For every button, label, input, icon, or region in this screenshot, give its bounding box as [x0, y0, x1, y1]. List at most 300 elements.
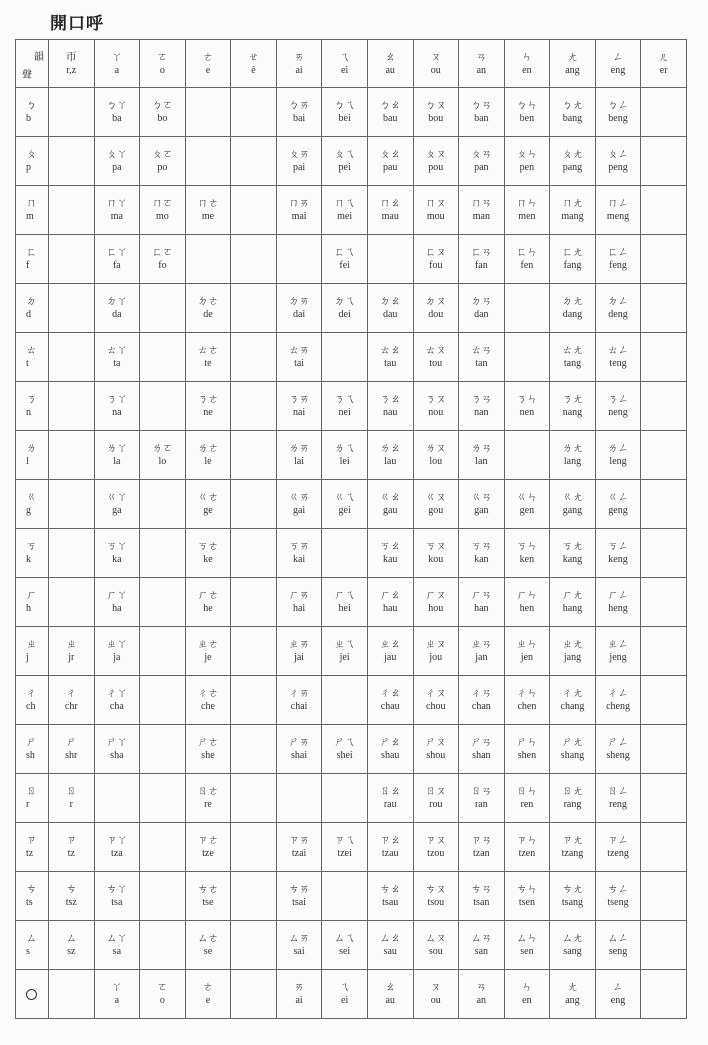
- syllable-romanization: sz: [67, 946, 76, 958]
- syllable-bopomofo: ㄈㄣ: [516, 246, 538, 259]
- syllable-cell: [504, 970, 550, 1019]
- syllable-romanization: gai: [292, 505, 306, 517]
- initial-romanization: sh: [26, 750, 35, 762]
- syllable-bopomofo: ㄅㄢ: [470, 99, 492, 112]
- syllable-cell: [276, 431, 322, 480]
- syllable-cell: [94, 137, 140, 186]
- syllable-romanization: me: [201, 211, 215, 223]
- syllable-romanization: tang: [563, 358, 582, 370]
- syllable-bopomofo: ㄏㄟ: [334, 589, 356, 602]
- syllable-cell: [276, 529, 322, 578]
- column-romanization: an: [476, 64, 487, 76]
- table-row: [16, 676, 687, 725]
- syllable-romanization: ke: [203, 554, 213, 566]
- syllable-cell: [140, 333, 186, 382]
- syllable-romanization: dei: [338, 309, 351, 321]
- initial-bopomofo: ㄖ: [26, 785, 37, 798]
- syllable-cell: [94, 284, 140, 333]
- column-romanization: r,z: [66, 64, 77, 76]
- syllable-romanization: ka: [112, 554, 122, 566]
- syllable-bopomofo: ㄉㄤ: [561, 295, 583, 308]
- syllable-bopomofo: ㄆㄥ: [607, 148, 629, 161]
- syllable-bopomofo: ㄅㄣ: [516, 99, 538, 112]
- syllable-cell: [595, 921, 641, 970]
- table-body: [16, 88, 687, 1019]
- initials-finals-table: [15, 39, 687, 1019]
- column-bopomofo: ㄤ: [567, 50, 578, 63]
- syllable-romanization: jai: [294, 652, 305, 664]
- syllable-romanization: tza: [111, 848, 123, 860]
- initial-bopomofo: ㄙ: [26, 932, 37, 945]
- syllable-bopomofo: ㄏㄜ: [197, 589, 219, 602]
- syllable-romanization: shang: [560, 750, 585, 762]
- syllable-cell: [367, 578, 413, 627]
- syllable-cell: [276, 382, 322, 431]
- syllable-bopomofo: ㄋㄞ: [288, 393, 310, 406]
- syllable-bopomofo: ㄆㄚ: [106, 148, 128, 161]
- syllable-romanization: tseng: [607, 897, 629, 909]
- initial-romanization: r: [26, 799, 30, 811]
- syllable-cell: [504, 137, 550, 186]
- syllable-romanization: kau: [382, 554, 398, 566]
- syllable-bopomofo: ㄉㄟ: [334, 295, 356, 308]
- syllable-cell: [140, 774, 186, 823]
- syllable-cell: [641, 676, 687, 725]
- column-header: [550, 40, 596, 88]
- syllable-cell: [276, 578, 322, 627]
- syllable-romanization: tz: [67, 848, 75, 860]
- syllable-cell: [94, 676, 140, 725]
- syllable-cell: [641, 921, 687, 970]
- syllable-cell: [231, 382, 277, 431]
- syllable-romanization: tan: [475, 358, 488, 370]
- syllable-bopomofo: ㄋㄤ: [561, 393, 583, 406]
- syllable-cell: [504, 235, 550, 284]
- row-header: [16, 137, 49, 186]
- syllable-bopomofo: ㄔㄠ: [379, 687, 401, 700]
- syllable-cell: [231, 725, 277, 774]
- syllable-romanization: jei: [339, 652, 350, 664]
- syllable-cell: [413, 921, 459, 970]
- syllable-romanization: en: [522, 995, 532, 1007]
- syllable-cell: [504, 529, 550, 578]
- syllable-romanization: meng: [606, 211, 630, 223]
- initial-bopomofo: ㄌ: [26, 442, 37, 455]
- row-header: [16, 970, 49, 1019]
- initial-bopomofo: ㄆ: [26, 148, 37, 161]
- column-romanization: ê: [251, 64, 256, 76]
- syllable-cell: [322, 676, 368, 725]
- syllable-bopomofo: ㄛ: [157, 981, 168, 994]
- syllable-cell: [276, 333, 322, 382]
- syllable-romanization: lau: [384, 456, 397, 468]
- syllable-romanization: ha: [112, 603, 122, 615]
- syllable-romanization: pen: [519, 162, 535, 174]
- syllable-cell: [231, 137, 277, 186]
- syllable-romanization: lei: [339, 456, 350, 468]
- column-header: [49, 40, 95, 88]
- syllable-bopomofo: ㄓㄚ: [106, 638, 128, 651]
- syllable-cell: [550, 725, 596, 774]
- syllable-cell: [322, 480, 368, 529]
- syllable-bopomofo: ㄊㄤ: [561, 344, 583, 357]
- syllable-cell: [322, 284, 368, 333]
- syllable-cell: [276, 186, 322, 235]
- syllable-cell: [231, 921, 277, 970]
- syllable-bopomofo: ㄉㄡ: [425, 295, 447, 308]
- syllable-bopomofo: ㄍㄡ: [425, 491, 447, 504]
- syllable-cell: [641, 137, 687, 186]
- syllable-bopomofo: ㄓ: [66, 638, 77, 651]
- syllable-cell: [367, 480, 413, 529]
- syllable-bopomofo: ㄕㄟ: [334, 736, 356, 749]
- syllable-cell: [322, 970, 368, 1019]
- syllable-cell: [504, 774, 550, 823]
- initial-romanization: b: [26, 113, 31, 125]
- syllable-bopomofo: ㄆㄟ: [334, 148, 356, 161]
- syllable-bopomofo: ㄈㄡ: [425, 246, 447, 259]
- syllable-bopomofo: ㄌㄟ: [334, 442, 356, 455]
- syllable-cell: [595, 382, 641, 431]
- syllable-bopomofo: ㄋㄠ: [379, 393, 401, 406]
- syllable-cell: [322, 725, 368, 774]
- syllable-cell: [140, 284, 186, 333]
- syllable-romanization: sang: [563, 946, 582, 958]
- syllable-cell: [504, 382, 550, 431]
- syllable-romanization: le: [204, 456, 212, 468]
- syllable-bopomofo: ㄔㄚ: [106, 687, 128, 700]
- syllable-bopomofo: ㄈㄟ: [334, 246, 356, 259]
- syllable-romanization: mo: [156, 211, 169, 223]
- row-header: [16, 480, 49, 529]
- syllable-romanization: tzai: [291, 848, 307, 860]
- syllable-romanization: gan: [474, 505, 489, 517]
- syllable-romanization: beng: [608, 113, 628, 125]
- syllable-bopomofo: ㄗㄥ: [607, 834, 629, 847]
- syllable-bopomofo: ㄓㄜ: [197, 638, 219, 651]
- syllable-cell: [459, 970, 505, 1019]
- syllable-romanization: nang: [562, 407, 583, 419]
- syllable-bopomofo: ㄎㄥ: [607, 540, 629, 553]
- syllable-bopomofo: ㄕ: [66, 736, 77, 749]
- column-header: [185, 40, 231, 88]
- syllable-romanization: kang: [562, 554, 583, 566]
- syllable-romanization: tzeng: [607, 848, 629, 860]
- syllable-cell: [322, 333, 368, 382]
- syllable-bopomofo: ㄋㄣ: [516, 393, 538, 406]
- syllable-romanization: re: [204, 799, 212, 811]
- syllable-cell: [367, 235, 413, 284]
- syllable-romanization: ran: [474, 799, 488, 811]
- column-header: [367, 40, 413, 88]
- column-romanization: er: [659, 64, 668, 76]
- syllable-romanization: tsa: [111, 897, 123, 909]
- syllable-romanization: o: [159, 995, 165, 1007]
- syllable-cell: [49, 186, 95, 235]
- syllable-cell: [550, 578, 596, 627]
- syllable-romanization: tai: [294, 358, 305, 370]
- syllable-bopomofo: ㄏㄡ: [425, 589, 447, 602]
- syllable-bopomofo: ㄕㄤ: [561, 736, 583, 749]
- syllable-bopomofo: ㄗㄟ: [334, 834, 356, 847]
- syllable-bopomofo: ㄍㄟ: [334, 491, 356, 504]
- syllable-romanization: hau: [382, 603, 398, 615]
- syllable-romanization: ei: [341, 995, 349, 1007]
- syllable-cell: [185, 921, 231, 970]
- syllable-cell: [49, 235, 95, 284]
- syllable-bopomofo: ㄙㄠ: [379, 932, 401, 945]
- syllable-bopomofo: ㄏㄣ: [516, 589, 538, 602]
- syllable-romanization: tsz: [65, 897, 77, 909]
- syllable-cell: [641, 529, 687, 578]
- syllable-romanization: dan: [474, 309, 489, 321]
- syllable-cell: [504, 480, 550, 529]
- syllable-romanization: tsou: [427, 897, 445, 909]
- syllable-cell: [367, 676, 413, 725]
- syllable-romanization: tse: [202, 897, 214, 909]
- syllable-bopomofo: ㄌㄞ: [288, 442, 310, 455]
- syllable-cell: [322, 382, 368, 431]
- syllable-bopomofo: ㄖㄤ: [561, 785, 583, 798]
- syllable-cell: [140, 627, 186, 676]
- syllable-cell: [276, 872, 322, 921]
- syllable-bopomofo: ㄅㄡ: [425, 99, 447, 112]
- initial-bopomofo: ㄕ: [26, 736, 37, 749]
- syllable-cell: [550, 823, 596, 872]
- syllable-cell: [231, 823, 277, 872]
- initial-bopomofo: ㄊ: [26, 344, 37, 357]
- syllable-cell: [94, 823, 140, 872]
- syllable-cell: [322, 88, 368, 137]
- syllable-romanization: jan: [475, 652, 488, 664]
- syllable-romanization: hang: [562, 603, 583, 615]
- row-header: [16, 774, 49, 823]
- syllable-romanization: tau: [384, 358, 397, 370]
- syllable-romanization: shan: [472, 750, 491, 762]
- table-row: [16, 431, 687, 480]
- column-romanization: ai: [295, 64, 303, 76]
- row-header: [16, 284, 49, 333]
- corner-label-finals: 韻: [34, 52, 44, 63]
- syllable-romanization: nau: [382, 407, 398, 419]
- syllable-cell: [504, 333, 550, 382]
- syllable-romanization: nai: [292, 407, 306, 419]
- syllable-cell: [504, 627, 550, 676]
- syllable-cell: [322, 235, 368, 284]
- syllable-cell: [413, 676, 459, 725]
- syllable-cell: [185, 480, 231, 529]
- syllable-bopomofo: ㄅㄥ: [607, 99, 629, 112]
- syllable-romanization: gei: [338, 505, 351, 517]
- syllable-bopomofo: ㄊㄞ: [288, 344, 310, 357]
- syllable-cell: [367, 872, 413, 921]
- table-row: [16, 137, 687, 186]
- syllable-cell: [595, 333, 641, 382]
- syllable-bopomofo: ㄕㄜ: [197, 736, 219, 749]
- syllable-romanization: sa: [112, 946, 122, 958]
- syllable-bopomofo: ㄌㄛ: [151, 442, 173, 455]
- syllable-romanization: jang: [563, 652, 582, 664]
- syllable-cell: [504, 186, 550, 235]
- syllable-romanization: nan: [474, 407, 489, 419]
- syllable-cell: [459, 627, 505, 676]
- syllable-romanization: sau: [383, 946, 397, 958]
- syllable-bopomofo: ㄗㄞ: [288, 834, 310, 847]
- syllable-cell: [49, 823, 95, 872]
- syllable-romanization: tsai: [292, 897, 307, 909]
- syllable-cell: [140, 823, 186, 872]
- syllable-cell: [413, 137, 459, 186]
- syllable-cell: [413, 872, 459, 921]
- syllable-cell: [231, 480, 277, 529]
- syllable-bopomofo: ㄇㄛ: [151, 197, 173, 210]
- syllable-bopomofo: ㄋㄟ: [334, 393, 356, 406]
- initial-bopomofo: ㄗ: [26, 834, 37, 847]
- syllable-cell: [49, 921, 95, 970]
- syllable-bopomofo: ㄜ: [202, 981, 214, 994]
- syllable-romanization: jen: [520, 652, 534, 664]
- syllable-cell: [413, 431, 459, 480]
- syllable-bopomofo: ㄈㄢ: [470, 246, 492, 259]
- syllable-cell: [641, 970, 687, 1019]
- syllable-cell: [185, 284, 231, 333]
- row-header: [16, 235, 49, 284]
- syllable-bopomofo: ㄘㄚ: [106, 883, 128, 896]
- syllable-cell: [367, 725, 413, 774]
- syllable-romanization: lang: [563, 456, 582, 468]
- syllable-bopomofo: ㄔㄣ: [516, 687, 538, 700]
- syllable-bopomofo: ㄘㄞ: [288, 883, 310, 896]
- syllable-bopomofo: ㄊㄜ: [197, 344, 219, 357]
- syllable-cell: [49, 872, 95, 921]
- syllable-romanization: heng: [608, 603, 628, 615]
- syllable-bopomofo: ㄗㄜ: [197, 834, 219, 847]
- syllable-bopomofo: ㄈㄛ: [151, 246, 173, 259]
- syllable-romanization: se: [203, 946, 213, 958]
- syllable-cell: [231, 970, 277, 1019]
- syllable-bopomofo: ㄎㄠ: [379, 540, 401, 553]
- syllable-cell: [595, 676, 641, 725]
- syllable-romanization: gang: [562, 505, 583, 517]
- syllable-bopomofo: ㄙㄤ: [561, 932, 583, 945]
- syllable-cell: [49, 578, 95, 627]
- syllable-cell: [595, 627, 641, 676]
- syllable-romanization: dai: [292, 309, 306, 321]
- syllable-bopomofo: ㄅㄠ: [379, 99, 401, 112]
- syllable-bopomofo: ㄙㄞ: [288, 932, 310, 945]
- syllable-cell: [595, 774, 641, 823]
- syllable-romanization: ge: [203, 505, 213, 517]
- syllable-romanization: chang: [560, 701, 585, 713]
- syllable-romanization: bou: [428, 113, 444, 125]
- syllable-cell: [413, 88, 459, 137]
- column-header: [322, 40, 368, 88]
- syllable-bopomofo: ㄆㄞ: [288, 148, 310, 161]
- syllable-romanization: da: [112, 309, 122, 321]
- column-bopomofo: 帀: [66, 50, 77, 63]
- column-bopomofo: ㄡ: [430, 50, 442, 63]
- row-header: [16, 725, 49, 774]
- syllable-cell: [49, 137, 95, 186]
- syllable-romanization: pa: [112, 162, 122, 174]
- column-romanization: a: [114, 64, 120, 76]
- syllable-bopomofo: ㄖㄥ: [607, 785, 629, 798]
- syllable-romanization: bai: [292, 113, 306, 125]
- syllable-bopomofo: ㄟ: [339, 981, 350, 994]
- syllable-bopomofo: ㄙㄥ: [607, 932, 629, 945]
- syllable-cell: [94, 578, 140, 627]
- initial-bopomofo: ㄉ: [26, 295, 37, 308]
- syllable-bopomofo: ㄌㄚ: [106, 442, 128, 455]
- syllable-cell: [367, 88, 413, 137]
- syllable-cell: [413, 774, 459, 823]
- syllable-cell: [367, 431, 413, 480]
- syllable-cell: [413, 627, 459, 676]
- syllable-cell: [367, 921, 413, 970]
- syllable-cell: [413, 823, 459, 872]
- syllable-cell: [94, 333, 140, 382]
- syllable-cell: [231, 529, 277, 578]
- syllable-romanization: ken: [519, 554, 535, 566]
- corner-cell: [16, 40, 49, 88]
- initial-romanization: j: [26, 652, 29, 664]
- syllable-cell: [140, 382, 186, 431]
- syllable-romanization: lan: [475, 456, 488, 468]
- initial-bopomofo: ㄔ: [26, 687, 37, 700]
- syllable-bopomofo: ㄉㄚ: [106, 295, 128, 308]
- column-romanization: en: [522, 64, 532, 76]
- syllable-cell: [641, 627, 687, 676]
- syllable-cell: [276, 137, 322, 186]
- column-header: [459, 40, 505, 88]
- row-header: [16, 823, 49, 872]
- syllable-romanization: shr: [65, 750, 78, 762]
- initial-romanization: m: [26, 211, 34, 223]
- syllable-bopomofo: ㄓㄡ: [425, 638, 447, 651]
- syllable-romanization: rou: [429, 799, 443, 811]
- syllable-romanization: eng: [610, 995, 626, 1007]
- syllable-romanization: fan: [474, 260, 488, 272]
- syllable-cell: [413, 284, 459, 333]
- syllable-bopomofo: ㄙ: [66, 932, 77, 945]
- syllable-bopomofo: ㄔㄥ: [607, 687, 629, 700]
- syllable-romanization: hei: [338, 603, 351, 615]
- syllable-cell: [94, 480, 140, 529]
- syllable-romanization: ma: [110, 211, 123, 223]
- syllable-bopomofo: ㄋㄡ: [425, 393, 447, 406]
- syllable-bopomofo: ㄖㄢ: [470, 785, 492, 798]
- syllable-bopomofo: ㄍㄤ: [561, 491, 583, 504]
- table-row: [16, 725, 687, 774]
- table-row: [16, 235, 687, 284]
- syllable-cell: [49, 725, 95, 774]
- syllable-bopomofo: ㄙㄜ: [197, 932, 219, 945]
- syllable-romanization: tsau: [382, 897, 399, 909]
- table-row: [16, 480, 687, 529]
- syllable-bopomofo: ㄥ: [612, 981, 624, 994]
- syllable-cell: [459, 186, 505, 235]
- syllable-cell: [459, 676, 505, 725]
- syllable-bopomofo: ㄔㄞ: [288, 687, 310, 700]
- syllable-cell: [641, 186, 687, 235]
- syllable-cell: [367, 823, 413, 872]
- syllable-bopomofo: ㄉㄠ: [379, 295, 401, 308]
- syllable-cell: [459, 137, 505, 186]
- syllable-cell: [276, 921, 322, 970]
- initial-bopomofo: ㄇ: [26, 197, 37, 210]
- syllable-bopomofo: ㄎㄜ: [197, 540, 219, 553]
- syllable-cell: [185, 774, 231, 823]
